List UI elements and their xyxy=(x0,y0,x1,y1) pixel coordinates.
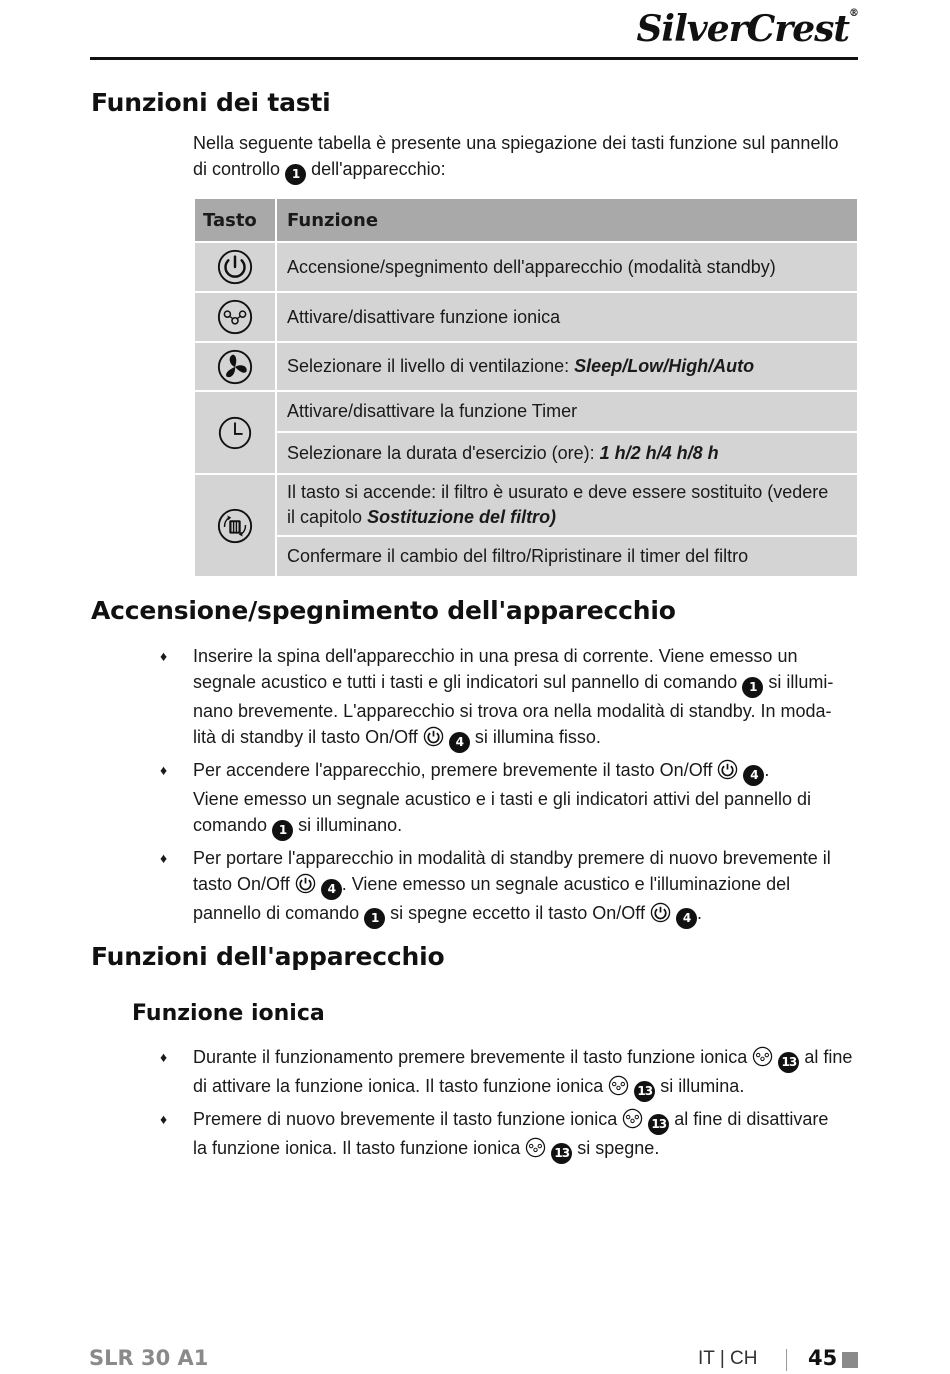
badge-1: 1 xyxy=(285,164,306,185)
table-cell-text: Attivare/disattivare funzione ionica xyxy=(277,293,857,341)
badge-4: 4 xyxy=(321,879,342,900)
line xyxy=(193,1044,858,1073)
table-cell-icon xyxy=(195,293,275,341)
section-title-device-functions: Funzioni dell'apparecchio xyxy=(91,942,445,971)
footer-model: SLR 30 A1 xyxy=(89,1346,209,1370)
page-number: 45 xyxy=(808,1346,838,1370)
power-icon xyxy=(717,759,738,780)
table-cell-text xyxy=(277,475,857,535)
fan-levels: Sleep/Low/High/Auto xyxy=(574,356,755,376)
header-key: Tasto xyxy=(195,199,275,241)
section-title-power: Accensione/spegnimento dell'apparecchio xyxy=(91,596,676,625)
text: segnale acustico e tutti i tasti e gli indicatori sul pannello di comando xyxy=(193,672,738,692)
table-cell-text xyxy=(277,433,857,473)
badge-4: 4 xyxy=(449,732,470,753)
table-header-row xyxy=(195,199,857,241)
table-row-filter xyxy=(195,475,857,576)
text: . xyxy=(697,903,703,923)
bullet: ♦ xyxy=(160,850,168,866)
fan-icon xyxy=(216,348,254,386)
text: la funzione ionica. Il tasto funzione ionica xyxy=(193,1138,521,1158)
list-item-text xyxy=(193,643,858,753)
text: tasto On/Off xyxy=(193,874,290,894)
text: di attivare la funzione ionica. Il tasto funzione ionica xyxy=(193,1076,604,1096)
bullet: ♦ xyxy=(160,648,168,664)
line xyxy=(193,1106,858,1135)
power-icon xyxy=(650,902,671,923)
intro-line-1: Nella seguente tabella è presente una spiegazione dei tasti funzione sul pannello xyxy=(193,133,839,153)
badge-13: 13 xyxy=(778,1052,799,1073)
ion-icon xyxy=(216,298,254,336)
timer-duration-text: Selezionare la durata d'esercizio (ore): xyxy=(287,442,595,463)
filter-line-1: Il tasto si accende: il filtro è usurato e deve essere sostituito (vedere xyxy=(287,482,829,502)
badge-4: 4 xyxy=(676,908,697,929)
line xyxy=(193,900,858,929)
text: si spegne eccetto il tasto On/Off xyxy=(390,903,645,923)
intro-text-end: dell'apparecchio: xyxy=(311,159,446,179)
text: al fine xyxy=(804,1047,853,1067)
text: . xyxy=(764,760,770,780)
header-function: Funzione xyxy=(277,199,857,241)
power-icon xyxy=(216,248,254,286)
brand-logo: SilverCrest® xyxy=(636,8,858,50)
text: si illumina. xyxy=(660,1076,745,1096)
badge-1: 1 xyxy=(272,820,293,841)
table-cell-icon xyxy=(195,475,275,576)
timer-cells xyxy=(277,392,857,473)
list-item-text xyxy=(193,845,858,929)
text: pannello di comando xyxy=(193,903,360,923)
table-row-power xyxy=(195,243,857,291)
text: comando xyxy=(193,815,268,835)
filter-cells xyxy=(277,475,857,576)
line: Inserire la spina dell'apparecchio in una presa di corrente. Viene emesso un xyxy=(193,646,798,666)
power-icon xyxy=(295,873,316,894)
table-cell-icon xyxy=(195,343,275,390)
line xyxy=(193,1135,858,1164)
bullet: ♦ xyxy=(160,762,168,778)
bullet: ♦ xyxy=(160,1049,168,1065)
line xyxy=(193,871,858,900)
text: si illumina fisso. xyxy=(474,727,601,747)
line: Per portare l'apparecchio in modalità di standby premere di nuovo brevemente il xyxy=(193,848,831,868)
footer-language: IT | CH xyxy=(698,1348,758,1369)
intro-line-2 xyxy=(193,156,858,185)
intro-text: di controllo xyxy=(193,159,281,179)
table-row-timer xyxy=(195,392,857,473)
intro-paragraph xyxy=(193,130,858,185)
ion-icon xyxy=(752,1046,773,1067)
line: nano brevemente. L'apparecchio si trova ora nella modalità di standby. In moda- xyxy=(193,701,832,721)
timer-duration-values: 1 h/2 h/4 h/8 h xyxy=(599,442,719,463)
badge-13: 13 xyxy=(634,1081,655,1102)
table-row-fan xyxy=(195,343,857,390)
subsection-title-ion: Funzione ionica xyxy=(132,1001,325,1026)
table-cell-text: Accensione/spegnimento dell'apparecchio (modalità standby) xyxy=(277,243,857,291)
table-row-ion xyxy=(195,293,857,341)
list-item-text xyxy=(193,1044,858,1102)
table-cell-icon xyxy=(195,392,275,473)
filter-chapter-ref: Sostituzione del filtro) xyxy=(367,507,557,527)
footer-divider xyxy=(786,1349,787,1371)
ion-icon xyxy=(608,1075,629,1096)
text: si spegne. xyxy=(577,1138,660,1158)
badge-4: 4 xyxy=(743,765,764,786)
line xyxy=(193,1073,858,1102)
fan-text: Selezionare il livello di ventilazione: xyxy=(287,356,570,376)
table-cell-icon xyxy=(195,243,275,291)
bullet: ♦ xyxy=(160,1111,168,1127)
filter-line-2 xyxy=(287,505,857,530)
badge-1: 1 xyxy=(742,677,763,698)
ion-icon xyxy=(622,1108,643,1129)
table-cell-text xyxy=(277,343,857,390)
line xyxy=(193,812,858,841)
list-item-text xyxy=(193,757,858,841)
timer-icon xyxy=(216,414,254,452)
text: si illuminano. xyxy=(298,815,403,835)
badge-13: 13 xyxy=(551,1143,572,1164)
filter-chapter-text: il capitolo xyxy=(287,507,363,527)
line xyxy=(193,669,858,698)
text: lità di standby il tasto On/Off xyxy=(193,727,418,747)
table-cell-text: Confermare il cambio del filtro/Ripristinare il timer del filtro xyxy=(277,537,857,576)
text: . Viene emesso un segnale acustico e l'illuminazione del xyxy=(341,874,791,894)
list-item-text xyxy=(193,1106,858,1164)
text: Durante il funzionamento premere brevemente il tasto funzione ionica xyxy=(193,1047,748,1067)
line xyxy=(193,757,858,786)
badge-1: 1 xyxy=(364,908,385,929)
badge-13: 13 xyxy=(648,1114,669,1135)
line xyxy=(193,724,858,753)
text: si illumi- xyxy=(768,672,834,692)
ion-icon xyxy=(525,1137,546,1158)
table-cell-text: Attivare/disattivare la funzione Timer xyxy=(277,392,857,431)
line: Viene emesso un segnale acustico e i tasti e gli indicatori attivi del pannello di xyxy=(193,789,812,809)
text: al fine di disattivare xyxy=(674,1109,829,1129)
text: Premere di nuovo brevemente il tasto funzione ionica xyxy=(193,1109,618,1129)
text: Per accendere l'apparecchio, premere brevemente il tasto On/Off xyxy=(193,760,713,780)
section-title-key-functions: Funzioni dei tasti xyxy=(91,88,331,117)
header-rule xyxy=(90,57,858,60)
filter-reset-icon xyxy=(216,507,254,545)
power-icon xyxy=(423,726,444,747)
footer-square-marker xyxy=(842,1352,858,1368)
